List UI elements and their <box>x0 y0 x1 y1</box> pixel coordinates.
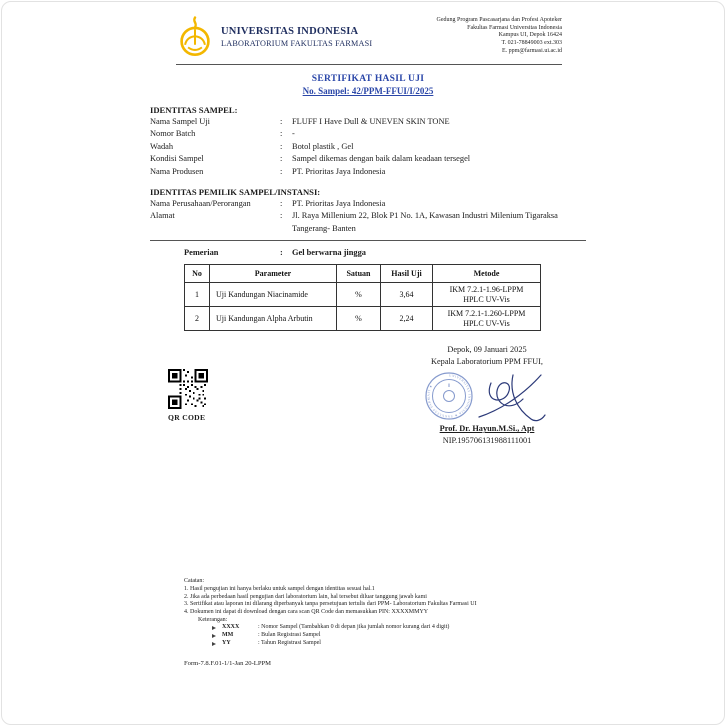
field-label: Nama Produsen <box>150 166 204 176</box>
field-label: Alamat <box>150 211 175 221</box>
field-colon: : <box>280 154 283 164</box>
field-row <box>150 153 586 165</box>
table-cell-satuan: % <box>337 307 381 331</box>
table-cell-hasil: 3,64 <box>381 283 433 307</box>
address-line: E. ppm@farmasi.ui.ac.id <box>501 47 562 54</box>
signer-nip: NIP.195706131988111001 <box>442 435 532 445</box>
address-line: T. 021-78849003 ext.303 <box>501 40 562 47</box>
metode-line: IKM 7.2.1-1.260-LPPM <box>447 309 526 319</box>
owner-identity-heading: IDENTITAS PEMILIK SAMPEL/INSTANSI: <box>150 187 321 198</box>
letterhead-divider <box>176 64 562 65</box>
field-label: Nama Perusahaan/Perorangan <box>150 199 251 209</box>
field-row <box>150 116 586 128</box>
field-label: Nomor Batch <box>150 129 196 139</box>
pemerian-label: Pemerian <box>184 248 219 258</box>
table-cell-parameter: Uji Kandungan Alpha Arbutin <box>210 307 337 331</box>
table-header-cell: No <box>185 265 210 283</box>
table-header-cell: Parameter <box>210 265 337 283</box>
results-table <box>184 264 541 331</box>
table-cell-metode <box>433 307 541 331</box>
letterhead-identity <box>176 16 372 58</box>
pemerian-row <box>150 248 586 257</box>
signer-name: Prof. Dr. Hayun.M.Si., Apt <box>439 424 535 434</box>
address-line: Fakultas Farmasi Universitas Indonesia <box>467 24 562 31</box>
field-row <box>150 141 586 153</box>
signature-section <box>150 344 586 446</box>
qr-block <box>168 369 208 422</box>
signature-date: Depok, 09 Januari 2025 <box>447 345 527 355</box>
address-line: Kampus UI, Depok 16424 <box>498 32 562 39</box>
stamp-icon <box>426 373 472 419</box>
keterangan-item <box>212 640 586 648</box>
table-header-cell: Hasil Uji <box>381 265 433 283</box>
note-item: 3. Sertifikat atau laporan ini dilarang diperbanyak tanpa persetujuan tertulis dari PPM- Laboratorium Fakultas Farmasi UI <box>184 601 477 608</box>
qr-label: QR CODE <box>168 413 206 423</box>
table-cell-metode <box>433 283 541 307</box>
keterangan-desc: : Nomor Sampel (Tambahkan 0 di depan jika jumlah nomor kurang dari 4 digit) <box>258 624 450 631</box>
arrow-bullet-icon <box>212 634 216 638</box>
signature-block <box>398 344 576 446</box>
field-value: Botol plastik , Gel <box>292 141 354 151</box>
field-value: Jl. Raya Millenium 22, Blok P1 No. 1A, Kawasan Industri Milenium Tigaraksa Tangerang- Banten <box>292 211 558 233</box>
field-value: FLUFF I Have Dull & UNEVEN SKIN TONE <box>292 117 450 126</box>
keterangan-item <box>212 632 586 640</box>
metode-line: HPLC UV-Vis <box>463 294 510 304</box>
table-cell-no: 2 <box>185 307 210 331</box>
letterhead-names <box>221 26 372 48</box>
field-colon: : <box>280 141 283 151</box>
keterangan-code: YY <box>222 639 231 646</box>
metode-line: IKM 7.2.1-1.96-LPPM <box>449 285 524 295</box>
table-row <box>185 283 541 307</box>
form-number: Form-7.8.F.01-1/1-Jan 20-LPPM <box>184 659 272 667</box>
field-value: PT. Prioritas Jaya Indonesia <box>292 199 386 209</box>
field-colon: : <box>280 129 283 139</box>
field-row <box>150 210 586 235</box>
arrow-bullet-icon <box>212 642 216 646</box>
table-header-cell: Satuan <box>337 265 381 283</box>
arrow-bullet-icon <box>212 626 216 630</box>
keterangan-item <box>212 624 586 632</box>
field-colon: : <box>280 211 283 221</box>
signature-art <box>398 369 576 423</box>
field-colon: : <box>280 199 283 209</box>
signature-title: Kepala Laboratorium PPM FFUI, <box>431 356 543 366</box>
sample-identity-heading: IDENTITAS SAMPEL: <box>150 105 238 115</box>
keterangan-desc: : Bulan Registrasi Sampel <box>258 632 321 639</box>
table-cell-hasil: 2,24 <box>381 307 433 331</box>
field-label: Nama Sampel Uji <box>150 117 211 126</box>
notes-heading: Catatan: <box>184 578 204 585</box>
university-name: UNIVERSITAS INDONESIA <box>221 26 359 37</box>
section-divider <box>150 240 586 241</box>
qr-code-icon <box>168 369 208 409</box>
university-makara-logo-icon <box>176 16 214 58</box>
field-row <box>150 198 586 210</box>
title-block <box>150 74 586 96</box>
table-cell-no: 1 <box>185 283 210 307</box>
field-value: Sampel dikemas dengan baik dalam keadaan tersegel <box>292 154 471 164</box>
keterangan-code: XXXX <box>222 624 240 631</box>
note-item: 4. Dokumen ini dapat di download dengan cara scan QR Code dan memasukkan PIN: XXXXMMYY <box>184 609 429 616</box>
table-header-row <box>185 265 541 283</box>
table-header-cell: Metode <box>433 265 541 283</box>
field-value: - <box>292 129 295 139</box>
field-label: Kondisi Sampel <box>150 154 204 164</box>
note-item: 1. Hasil pengujian ini hanya berlaku untuk sampel dengan identitas sesuai hal.1 <box>184 585 375 592</box>
notes-section <box>184 578 586 647</box>
keterangan-desc: : Tahun Registrasi Sampel <box>258 639 321 646</box>
field-label: Wadah <box>150 141 174 151</box>
field-row <box>150 166 586 178</box>
metode-line: HPLC UV-Vis <box>463 318 510 328</box>
field-row <box>150 128 586 140</box>
table-row <box>185 307 541 331</box>
table-cell-satuan: % <box>337 283 381 307</box>
address-line: Gedung Program Pascasarjana dan Profesi Apoteker <box>436 17 562 23</box>
doc-title: SERTIFIKAT HASIL UJI <box>311 74 425 84</box>
letterhead <box>150 14 586 58</box>
keterangan-heading: Keterangan: <box>198 616 228 623</box>
note-item: 2. Jika ada perbedaan hasil pengujian dari laboratorium lain, hal tersebut diluar tanggung jawab kami <box>184 593 427 600</box>
table-cell-parameter: Uji Kandungan Niacinamide <box>210 283 337 307</box>
svg-text:UNIVERSITAS INDONESIA ★ FAKULT: UNIVERSITAS INDONESIA ★ FAKULTAS FARMASI ★ <box>426 373 472 419</box>
sample-number: No. Sampel: 42/PPM-FFUI/I/2025 <box>302 86 434 96</box>
field-value: PT. Prioritas Jaya Indonesia <box>292 166 386 176</box>
keterangan-code: MM <box>222 632 234 639</box>
field-colon: : <box>280 248 283 258</box>
certificate-document <box>150 14 586 667</box>
field-colon: : <box>280 166 283 176</box>
field-colon: : <box>280 117 283 126</box>
signature-scribble-icon <box>479 375 545 421</box>
pemerian-value: Gel berwarna jingga <box>292 248 366 258</box>
letterhead-address <box>437 16 562 56</box>
laboratory-name: LABORATORIUM FAKULTAS FARMASI <box>221 39 373 48</box>
